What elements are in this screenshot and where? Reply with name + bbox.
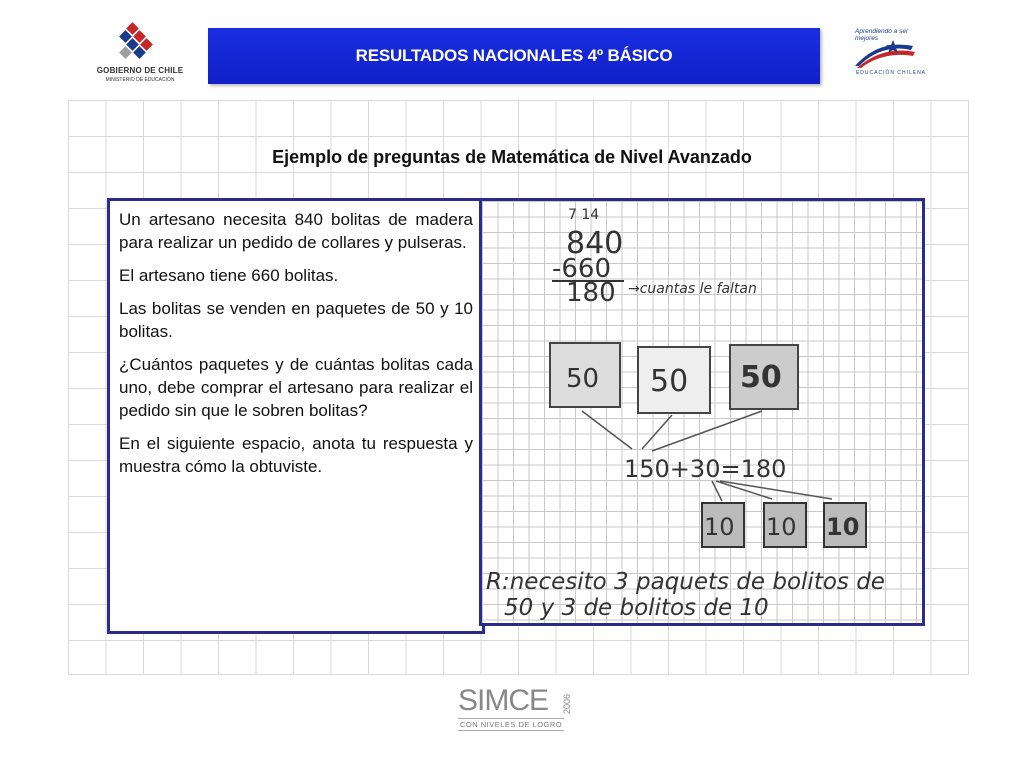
package-label: 10 — [766, 513, 797, 541]
package-label: 50 — [650, 364, 689, 399]
question-paragraph: Las bolitas se venden en paquetes de 50 y 10 bolitas. — [119, 299, 473, 341]
header-bar — [208, 28, 820, 84]
package-50-a — [550, 343, 620, 407]
package-label: 10 — [704, 513, 735, 541]
package-50-c — [730, 345, 798, 409]
subtrahend: -660 — [552, 254, 612, 284]
package-10-b — [764, 503, 806, 547]
package-label: 50 — [740, 360, 782, 395]
connector-lines — [582, 411, 762, 451]
logo-slogan: Aprendiendo a ser mejores — [855, 28, 909, 42]
difference-note: →cuantas le faltan — [628, 281, 757, 297]
page-title: RESULTADOS NACIONALES 4º BÁSICO — [355, 46, 673, 65]
handwritten-answer — [482, 201, 922, 623]
educacion-chilena-logo — [853, 28, 933, 80]
response-line-1: R:necesito 3 paquets de bolitos de — [486, 569, 885, 595]
logo-name: GOBIERNO DE CHILE — [96, 66, 184, 75]
sum-equation: 150+30=180 — [624, 455, 787, 483]
package-label: 10 — [826, 513, 860, 541]
response-line-2: 50 y 3 de bolitos de 10 — [504, 595, 769, 621]
simce-tagline: CON NIVELES DE LOGRO — [460, 720, 563, 729]
logo-ministry: MINISTERIO DE EDUCACIÓN — [105, 77, 175, 83]
question-paragraph: Un artesano necesita 840 bolitas de madera para realizar un pedido de collares y pulseras. — [119, 210, 473, 252]
package-10-a — [702, 503, 744, 547]
gobierno-de-chile-logo — [90, 22, 190, 92]
question-paragraph: El artesano tiene 660 bolitas. — [119, 266, 339, 285]
question-box — [107, 198, 485, 634]
simce-year: 2006 — [562, 693, 572, 714]
minuend: 840 — [566, 226, 624, 261]
answer-box — [479, 198, 925, 626]
simce-logo — [456, 684, 576, 734]
difference: 180 — [566, 278, 616, 308]
carry-digits: 7 14 — [568, 207, 600, 223]
package-label: 50 — [566, 364, 600, 394]
question-paragraph: En el siguiente espacio, anota tu respuesta y muestra cómo la obtuviste. — [119, 434, 473, 476]
chile-emblem-icon — [114, 22, 160, 64]
question-paragraph: ¿Cuántos paquetes y de cuántas bolitas cada uno, debe comprar el artesano para realizar el pedido sin que le sobren bolitas? — [119, 355, 473, 420]
logo-name: EDUCACIÓN CHILENA — [855, 70, 927, 76]
package-10-c — [824, 503, 866, 547]
flag-emblem-icon — [853, 36, 929, 70]
connector-lines — [712, 481, 832, 501]
simce-brand: SIMCE — [458, 684, 549, 717]
section-title: Ejemplo de preguntas de Matemática de Nivel Avanzado — [272, 147, 752, 167]
package-50-b — [638, 347, 710, 413]
